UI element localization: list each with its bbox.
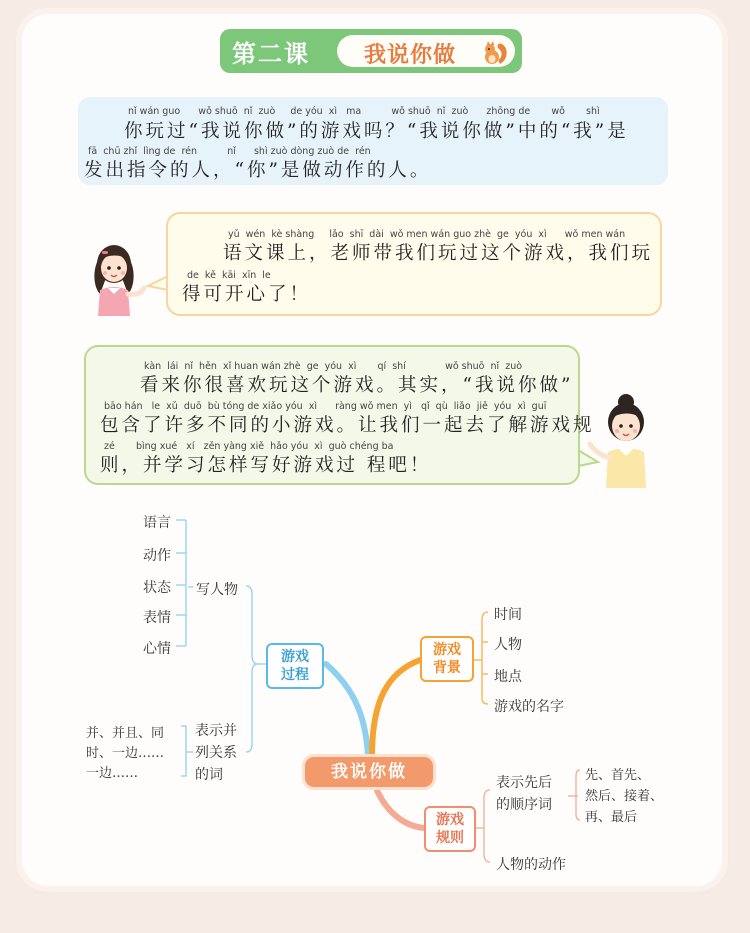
leaf-order-line2: 的顺序词 <box>496 797 552 813</box>
node-game-rules <box>424 806 476 852</box>
speech1-text-2: 得可开心了！ <box>182 284 312 305</box>
squirrel-icon <box>480 38 510 68</box>
intro-pinyin-1: nǐ wán guo wǒ shuō nǐ zuò de yóu xì ma wǒ shuō nǐ zuò zhōng de wǒ shì <box>128 106 600 117</box>
node-rules-line1: 游戏 <box>436 812 464 828</box>
leaf-aspect: 心情 <box>143 641 171 657</box>
speech1-text-1: 语文课上，老师带我们玩过这个游戏，我们玩 <box>223 243 654 264</box>
node-background-line1: 游戏 <box>433 642 461 658</box>
leaf-parallel-line3: 的词 <box>195 767 223 783</box>
leaf-parallel-line2: 列关系 <box>195 745 237 761</box>
intro-pinyin-2: fā chū zhǐ lìng de rén nǐ shì zuò dòng zuò de rén <box>88 146 371 157</box>
lesson-title: 我说你做 <box>364 43 457 68</box>
student-girl-illustration <box>84 238 150 318</box>
leaf-parallel-words-2: 时、一边…… <box>86 746 165 761</box>
leaf-background-item: 时间 <box>494 607 522 623</box>
node-game-background <box>420 636 474 682</box>
leaf-parallel-words-1: 并、并且、同 <box>86 726 165 741</box>
lesson-number: 第二课 <box>232 40 310 68</box>
teacher-illustration <box>582 388 666 488</box>
speech2-pinyin-1: kàn lái nǐ hěn xǐ huan wán zhè ge yóu xì qí shí wǒ shuō nǐ zuò <box>144 361 523 372</box>
leaf-parallel-line1: 表示并 <box>195 723 237 739</box>
leaf-actions: 人物的动作 <box>496 857 566 873</box>
speech1-pinyin-2: de kě kāi xīn le <box>187 270 271 281</box>
speech2-text-1: 看来你很喜欢玩这个游戏。其实，“我说你做” <box>140 375 574 396</box>
leaf-aspect: 状态 <box>143 580 171 596</box>
leaf-order-words-3: 再、最后 <box>585 810 638 825</box>
node-background-line2: 背景 <box>433 660 461 676</box>
speech2-pinyin-2: bāo hán le xǔ duō bù tóng de xiǎo yóu xì ràng wǒ men yì qǐ qù liǎo jiě yóu xì guī <box>104 401 547 412</box>
node-process-line2: 过程 <box>281 667 309 683</box>
leaf-order-line1: 表示先后 <box>496 775 552 791</box>
leaf-order-words-1: 先、首先、 <box>585 768 651 783</box>
leaf-aspect: 动作 <box>143 548 171 564</box>
node-rules-line2: 规则 <box>436 830 464 846</box>
intro-text-1: 你玩过“我说你做”的游戏吗？“我说你做”中的“我”是 <box>124 121 629 142</box>
node-process-line1: 游戏 <box>281 649 309 665</box>
leaf-write-people: 写人物 <box>196 582 238 598</box>
mindmap-center-node: 我说你做 <box>302 754 436 790</box>
leaf-aspect: 表情 <box>143 610 171 626</box>
speech2-pinyin-3: zé bìng xué xí zěn yàng xiě hǎo yóu xì guò chéng ba <box>104 441 394 452</box>
leaf-background-item: 地点 <box>494 669 522 685</box>
node-game-process <box>266 643 324 689</box>
leaf-order-words-2: 然后、接着、 <box>585 789 664 804</box>
speech2-text-2: 包含了许多不同的小游戏。让我们一起去了解游戏规 <box>100 415 595 436</box>
leaf-background-item: 游戏的名字 <box>494 699 564 715</box>
speech2-text-3: 则，并学习怎样写好游戏过 程吧！ <box>100 455 432 476</box>
leaf-aspect: 语言 <box>143 515 171 531</box>
leaf-parallel-words-3: 一边…… <box>86 766 139 781</box>
leaf-background-item: 人物 <box>494 637 522 653</box>
speech1-pinyin-1: yǔ wén kè shàng lǎo shī dài wǒ men wán guo zhè ge yóu xì wǒ men wán <box>228 229 626 240</box>
intro-text-2: 发出指令的人，“你”是做动作的人。 <box>84 160 432 181</box>
